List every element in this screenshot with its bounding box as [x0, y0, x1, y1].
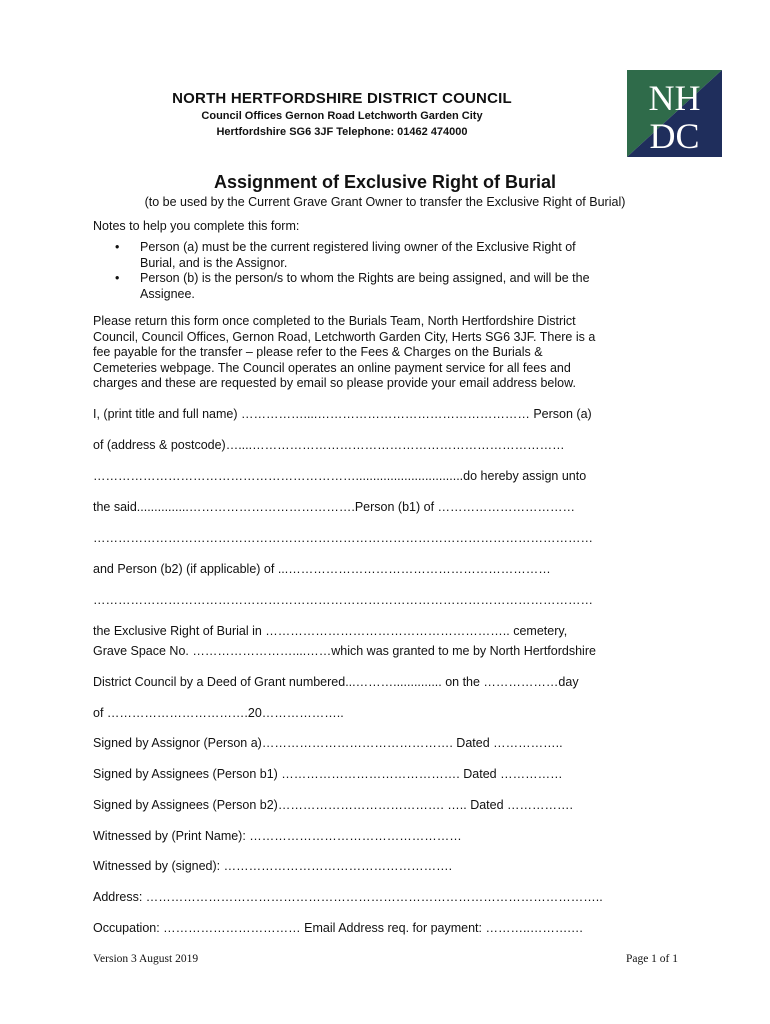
- deed-of-grant-line[interactable]: District Council by a Deed of Grant numbered...……….............. on the ………………day: [93, 675, 579, 689]
- paragraph-line: charges and these are requested by email so please provide your email address below.: [93, 376, 576, 390]
- paragraph-line: Cemeteries webpage. The Council operates an online payment service for all fees and: [93, 360, 571, 375]
- assignor-address-line[interactable]: of (address & postcode)…....…………………………………………………………………: [93, 438, 565, 452]
- assignee-b1-signature-line[interactable]: Signed by Assignees (Person b1) ……………………………………. Dated ……………: [93, 767, 563, 781]
- note-line: Person (b) is the person/s to whom the Rights are being assigned, and will be the: [140, 271, 590, 285]
- bullet-icon: •: [115, 271, 120, 285]
- note-line: Assignee.: [140, 286, 195, 301]
- assignor-signature-line[interactable]: Signed by Assignor (Person a)………………………………………. Dated ……………..: [93, 736, 563, 750]
- grave-space-line[interactable]: Grave Space No. ……………………....……which was granted to me by North Hertfordshire: [93, 644, 596, 658]
- witness-signature-line[interactable]: Witnessed by (signed): ……………………………………………….: [93, 859, 453, 873]
- paragraph-line: Please return this form once completed to the Burials Team, North Hertfordshire District: [93, 314, 576, 328]
- nhdc-logo: [627, 70, 722, 157]
- cemetery-line[interactable]: the Exclusive Right of Burial in ………………………………………………….. cemetery,: [93, 624, 568, 638]
- list-item: [93, 240, 663, 271]
- witness-name-line[interactable]: Witnessed by (Print Name): ……………………………………………: [93, 829, 462, 843]
- council-address-line2: Hertfordshire SG6 3JF Telephone: 01462 474000: [216, 126, 468, 138]
- notes-list: [93, 240, 663, 302]
- assignor-name-line[interactable]: I, (print title and full name) ……………....…………………………………………… Person (a): [93, 407, 592, 421]
- version-footer: Version 3 August 2019: [93, 953, 199, 965]
- logo-text-top: NH: [648, 78, 701, 118]
- grant-date-line[interactable]: of …………………………….20………………..: [93, 706, 344, 720]
- instructions-paragraph: [93, 314, 683, 392]
- paragraph-line: fee payable for the transfer – please refer to the Fees & Charges on the Burials &: [93, 345, 543, 359]
- assignee-b2-line[interactable]: and Person (b2) (if applicable) of ...………………………………………………………: [93, 562, 551, 576]
- assignee-b2-signature-line[interactable]: Signed by Assignees (Person b2)…………………………………. ….. Dated …………….: [93, 798, 573, 812]
- logo-text-bottom: DC: [649, 116, 700, 156]
- assignee-b1-address-line[interactable]: …………………………………………………………………………………………………………: [93, 531, 593, 545]
- paragraph-line: Council, Council Offices, Gernon Road, Letchworth Garden City, Herts SG6 3JF. There is a: [93, 329, 596, 344]
- witness-address-line[interactable]: Address: ………………………………………………………………………………………………..: [93, 890, 603, 904]
- list-item: [93, 271, 663, 302]
- form-title: Assignment of Exclusive Right of Burial: [213, 172, 557, 192]
- note-line: Person (a) must be the current registered living owner of the Exclusive Right of: [140, 240, 576, 254]
- notes-heading: Notes to help you complete this form:: [93, 219, 300, 233]
- council-name: NORTH HERTFORDSHIRE DISTRICT COUNCIL: [172, 90, 512, 107]
- council-header: [92, 90, 592, 139]
- occupation-email-line[interactable]: Occupation: …………………………… Email Address req. for payment: ………..……….…: [93, 921, 584, 935]
- council-address-line1: Council Offices Gernon Road Letchworth Garden City: [201, 110, 483, 122]
- assignee-b2-address-line[interactable]: …………………………………………………………………………………………………………: [93, 593, 593, 607]
- page-number-footer: Page 1 of 1: [625, 953, 678, 965]
- note-line: Burial, and is the Assignor.: [140, 255, 288, 270]
- assignee-b1-line[interactable]: the said...............………………………………….Person (b1) of ……………………………: [93, 500, 576, 514]
- bullet-icon: •: [115, 240, 120, 254]
- assignor-address-continuation[interactable]: ………………………………………………………...............................do hereby assign unto: [93, 469, 587, 483]
- form-subtitle: (to be used by the Current Grave Grant Owner to transfer the Exclusive Right of Burial): [144, 195, 626, 209]
